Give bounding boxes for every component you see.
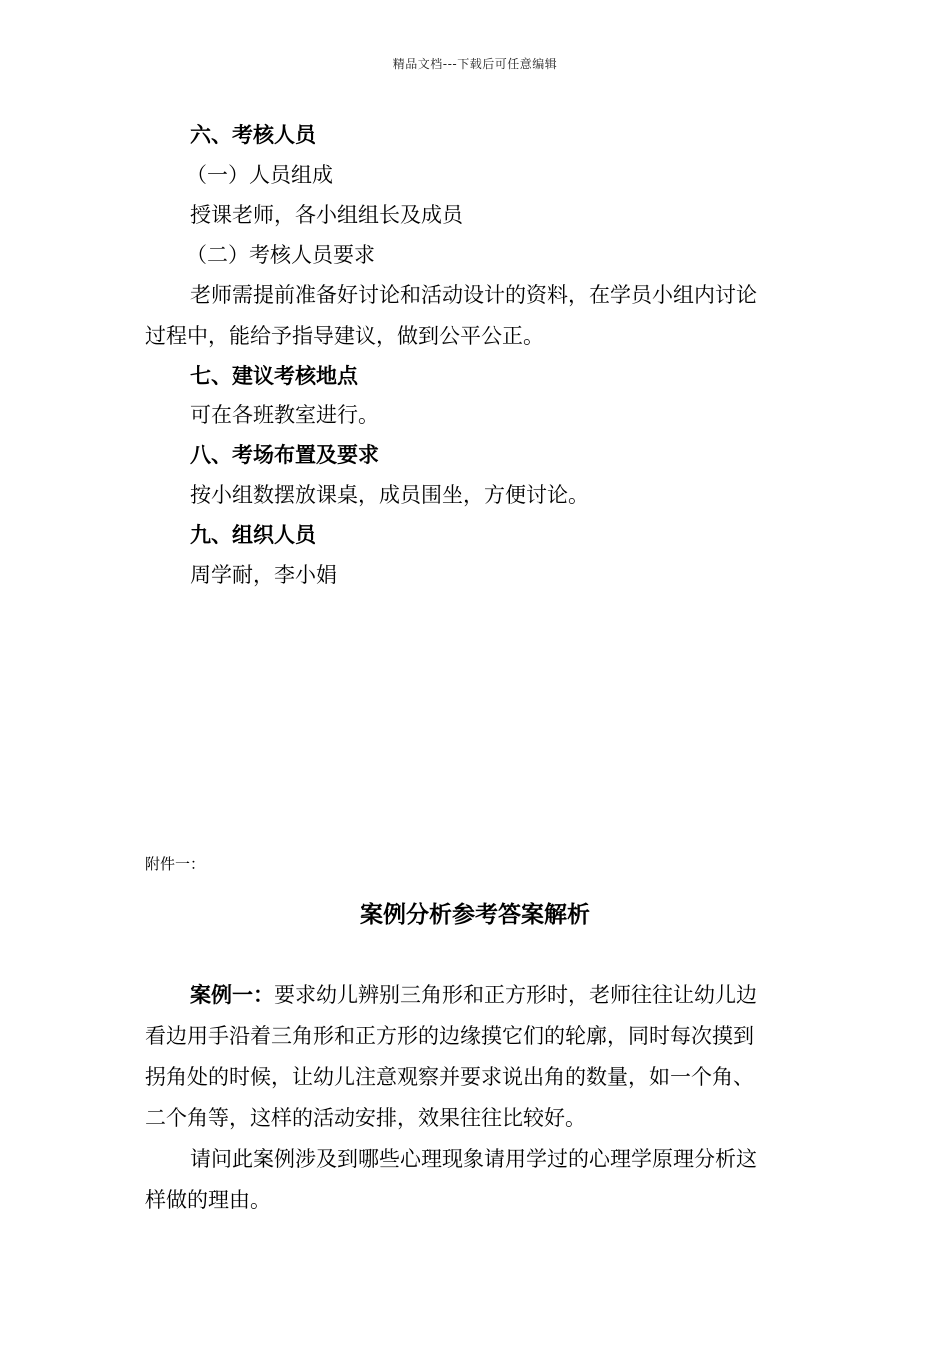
paragraph-personnel: 授课老师，各小组组长及成员 [190,203,463,227]
paragraph-location: 可在各班教室进行。 [190,403,379,427]
paragraph-organizers: 周学耐，李小娟 [190,563,337,587]
case1-label: 案例一： [190,983,274,1007]
case1-line1 [190,980,757,1010]
case1-line3: 拐角处的时候，让幼儿注意观察并要求说出角的数量，如一个角、 [145,1065,754,1089]
subheading-personnel-composition: （一）人员组成 [186,163,333,187]
attachment-label: 附件一： [145,855,206,873]
question-line2: 样做的理由。 [145,1188,271,1212]
section-heading-6: 六、考核人员 [190,123,316,147]
case1-text: 要求幼儿辨别三角形和正方形时，老师往往让幼儿边 [274,983,757,1007]
paragraph-layout: 按小组数摆放课桌，成员围坐，方便讨论。 [190,483,589,507]
paragraph-requirements-line2: 过程中，能给予指导建议，做到公平公正。 [145,324,544,348]
attachment-title: 案例分析参考答案解析 [360,902,590,928]
case1-line2: 看边用手沿着三角形和正方形的边缘摸它们的轮廓，同时每次摸到 [145,1024,754,1048]
section-heading-7: 七、建议考核地点 [190,364,358,388]
paragraph-requirements-line1: 老师需提前准备好讨论和活动设计的资料，在学员小组内讨论 [190,283,757,307]
case1-line4: 二个角等，这样的活动安排，效果往往比较好。 [145,1106,586,1130]
section-heading-9: 九、组织人员 [190,523,316,547]
subheading-personnel-requirements: （二）考核人员要求 [186,243,375,267]
question-line1: 请问此案例涉及到哪些心理现象请用学过的心理学原理分析这 [190,1147,757,1171]
section-heading-8: 八、考场布置及要求 [190,443,379,467]
page-header: 精品文档---下载后可任意编辑 [392,57,558,71]
